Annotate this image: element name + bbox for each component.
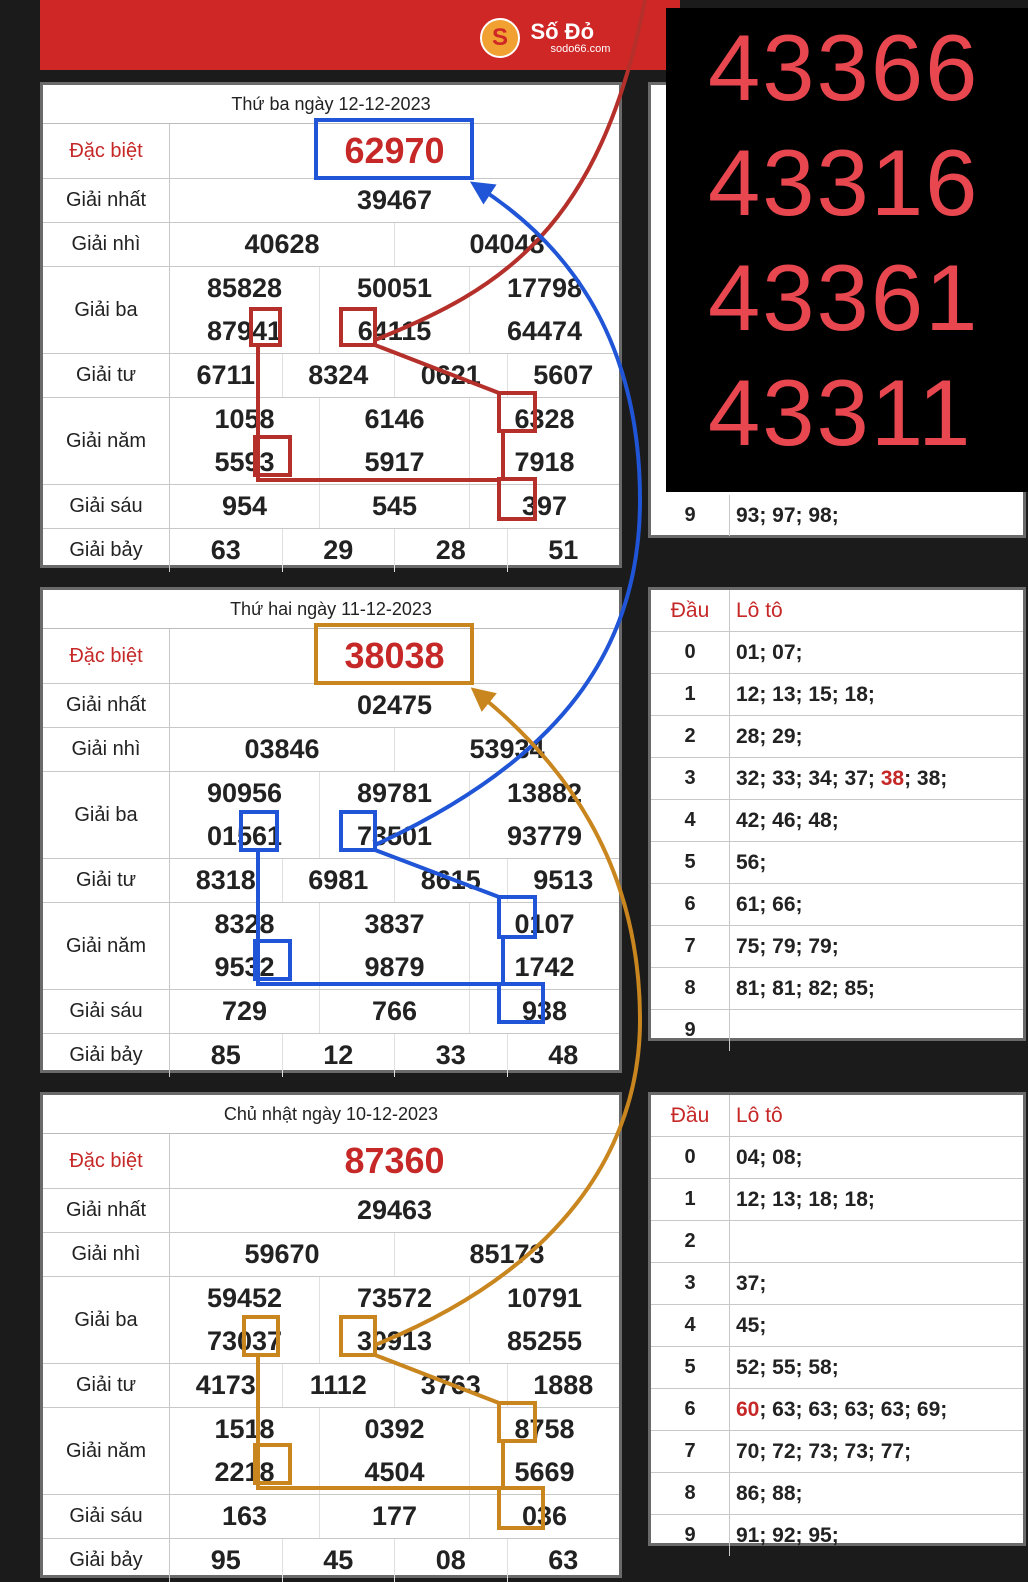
prediction-number: 43361 [708, 245, 980, 350]
loto-list: 61; 66; [736, 892, 803, 916]
label-g2: Giải nhì [43, 223, 170, 266]
prize-g4: 4173 [170, 1364, 283, 1407]
prize-g5: 7918 [514, 447, 575, 477]
loto-header-loto: Lô tô [736, 598, 783, 622]
prize-g5: 1518 [170, 1408, 320, 1451]
prize-g5: 2218 [170, 1451, 320, 1494]
loto-highlight: 60 [736, 1397, 760, 1421]
site-banner [40, 0, 680, 70]
prize-g3: 89781 [320, 772, 470, 815]
prize-g4: 1888 [533, 1370, 594, 1400]
loto-list: 12; 13; 15; 18; [736, 682, 875, 706]
special-prize: 62970 [344, 130, 445, 171]
loto-row [651, 884, 1023, 926]
loto-row [651, 1431, 1023, 1473]
prize-g6: 545 [320, 485, 470, 528]
prize-g3: 01561 [170, 815, 320, 858]
loto-header [651, 590, 1023, 632]
prediction-number: 43366 [708, 15, 980, 120]
loto-list: 37; [736, 1271, 767, 1295]
prize-g7: 08 [395, 1539, 508, 1582]
prize-g3: 93779 [506, 821, 583, 851]
loto-dau: 9 [651, 1010, 730, 1051]
label-g4: Giải tư [43, 1364, 170, 1407]
label-g6: Giải sáu [43, 485, 170, 528]
loto-row [651, 1473, 1023, 1515]
prize-g6: 397 [521, 491, 568, 521]
loto-dau: 3 [651, 1263, 730, 1304]
loto-row [651, 1179, 1023, 1221]
prize-g3: 73037 [170, 1320, 320, 1363]
loto-list-part: ; 38; [904, 766, 948, 790]
prize-g1: 39467 [356, 185, 433, 215]
prize-g3: 90956 [170, 772, 320, 815]
prize-g4: 5607 [533, 360, 594, 390]
loto-dau: 3 [651, 758, 730, 799]
label-g5: Giải năm [43, 398, 170, 484]
loto-row [651, 1515, 1023, 1556]
label-g1: Giải nhất [43, 684, 170, 727]
loto-dau: 6 [651, 884, 730, 925]
loto-dau: 7 [651, 926, 730, 967]
label-g3: Giải ba [43, 267, 170, 353]
prize-g5: 0107 [514, 909, 575, 939]
label-special: Đặc biệt [43, 124, 170, 178]
prize-g3: 64474 [506, 316, 583, 346]
prize-g4: 9513 [533, 865, 594, 895]
loto-list: 52; 55; 58; [736, 1355, 839, 1379]
loto-list: 70; 72; 73; 73; 77; [736, 1439, 912, 1463]
logo-name: Số Đỏ [530, 19, 595, 44]
label-g7: Giải bảy [43, 1034, 170, 1077]
prize-g5: 5593 [170, 441, 320, 484]
loto-row [651, 1137, 1023, 1179]
loto-header-loto: Lô tô [736, 1103, 783, 1127]
prize-g5: 9532 [170, 946, 320, 989]
loto-dau: 7 [651, 1431, 730, 1472]
prize-g7: 95 [170, 1539, 283, 1582]
prize-g7: 45 [283, 1539, 396, 1582]
loto-list [730, 1010, 1023, 1051]
loto-row [651, 968, 1023, 1010]
prize-g3: 13882 [506, 778, 583, 808]
prize-g5: 9879 [320, 946, 470, 989]
loto-list: 28; 29; [736, 724, 803, 748]
loto-list: 75; 79; 79; [736, 934, 839, 958]
loto-dau: 8 [651, 1473, 730, 1514]
loto-row [651, 716, 1023, 758]
prediction-number: 43311 [708, 360, 973, 465]
loto-dau: 6 [651, 1389, 730, 1430]
prize-g4: 0621 [395, 354, 508, 397]
special-prize: 87360 [344, 1140, 445, 1181]
label-g5: Giải năm [43, 1408, 170, 1494]
loto-dau: 8 [651, 968, 730, 1009]
loto-list: 86; 88; [736, 1481, 803, 1505]
loto-row [651, 842, 1023, 884]
prize-g5: 1742 [514, 952, 575, 982]
loto-list: 56; [736, 850, 767, 874]
prize-g3: 30913 [320, 1320, 470, 1363]
prize-g5: 8328 [170, 903, 320, 946]
loto-dau: 0 [651, 632, 730, 673]
prize-g3: 59452 [170, 1277, 320, 1320]
prize-g7: 85 [170, 1034, 283, 1077]
prize-g1: 02475 [356, 690, 433, 720]
prize-g2: 40628 [170, 223, 395, 266]
prize-g3: 50051 [320, 267, 470, 310]
prize-g6: 729 [170, 990, 320, 1033]
label-g7: Giải bảy [43, 1539, 170, 1582]
label-g2: Giải nhì [43, 1233, 170, 1276]
loto-row [651, 1221, 1023, 1263]
loto-list: 91; 92; 95; [736, 1523, 839, 1547]
special-prize: 38038 [344, 635, 445, 676]
loto-dau: 9 [651, 495, 730, 536]
logo-url: sodo66.com [550, 43, 611, 55]
prize-g5: 3837 [320, 903, 470, 946]
loto-list: 12; 13; 18; 18; [736, 1187, 875, 1211]
site-logo[interactable] [480, 18, 610, 58]
prize-g3: 73501 [320, 815, 470, 858]
prize-g4: 6711 [170, 354, 283, 397]
prize-g4: 3763 [395, 1364, 508, 1407]
prize-g4: 8615 [395, 859, 508, 902]
prize-g5: 8758 [514, 1414, 575, 1444]
loto-row [651, 674, 1023, 716]
loto-row [651, 1347, 1023, 1389]
loto-table-10-12 [648, 1092, 1026, 1546]
loto-highlight: 38 [880, 766, 905, 790]
result-table-12-12 [40, 82, 622, 568]
loto-header [651, 1095, 1023, 1137]
prize-g3: 87941 [170, 310, 320, 353]
prize-g3: 64115 [320, 310, 470, 353]
loto-row [651, 632, 1023, 674]
loto-table-11-12 [648, 587, 1026, 1041]
prize-g4: 8318 [170, 859, 283, 902]
loto-row [651, 1305, 1023, 1347]
prize-g6: 938 [521, 996, 568, 1026]
prize-g5: 4504 [320, 1451, 470, 1494]
label-g6: Giải sáu [43, 990, 170, 1033]
prize-g6: 036 [521, 1501, 568, 1531]
table-title: Chủ nhật ngày 10-12-2023 [43, 1095, 619, 1134]
prize-g3: 85255 [506, 1326, 583, 1356]
prize-g6: 766 [320, 990, 470, 1033]
label-special: Đặc biệt [43, 629, 170, 683]
loto-header-dau: Đầu [651, 1095, 730, 1136]
loto-row [651, 926, 1023, 968]
loto-list [730, 1221, 1023, 1262]
prize-g5: 1058 [170, 398, 320, 441]
prize-g5: 0392 [320, 1408, 470, 1451]
label-g5: Giải năm [43, 903, 170, 989]
prize-g2: 53934 [469, 734, 545, 764]
label-g2: Giải nhì [43, 728, 170, 771]
label-g3: Giải ba [43, 1277, 170, 1363]
loto-dau: 0 [651, 1137, 730, 1178]
loto-list-part: 32; 33; 34; 37; [736, 766, 881, 790]
loto-dau: 4 [651, 800, 730, 841]
loto-list [730, 758, 1023, 799]
prize-g7: 28 [395, 529, 508, 572]
loto-list: 45; [736, 1313, 767, 1337]
label-g4: Giải tư [43, 859, 170, 902]
prize-g3: 10791 [506, 1283, 583, 1313]
loto-list: 93; 97; 98; [736, 503, 839, 527]
prize-g7: 33 [395, 1034, 508, 1077]
prize-g6: 163 [170, 1495, 320, 1538]
loto-dau: 4 [651, 1305, 730, 1346]
prediction-number: 43316 [708, 130, 980, 235]
prize-g7: 29 [283, 529, 396, 572]
loto-row [651, 758, 1023, 800]
label-g1: Giải nhất [43, 179, 170, 222]
table-title: Thứ ba ngày 12-12-2023 [43, 85, 619, 124]
loto-list: 01; 07; [736, 640, 803, 664]
loto-dau: 1 [651, 674, 730, 715]
loto-list: 42; 46; 48; [736, 808, 839, 832]
result-table-11-12 [40, 587, 622, 1073]
prize-g7: 63 [548, 1545, 579, 1575]
loto-row [651, 1010, 1023, 1051]
loto-list: 04; 08; [736, 1145, 803, 1169]
prize-g7: 51 [548, 535, 579, 565]
prize-g3: 73572 [320, 1277, 470, 1320]
prize-g3: 17798 [506, 273, 583, 303]
result-table-10-12 [40, 1092, 622, 1578]
prize-g7: 48 [548, 1040, 579, 1070]
prize-g6: 177 [320, 1495, 470, 1538]
prize-g4: 6981 [283, 859, 396, 902]
prize-g2: 85173 [469, 1239, 545, 1269]
logo-icon: S [480, 18, 520, 58]
prize-g6: 954 [170, 485, 320, 528]
prize-g5: 5917 [320, 441, 470, 484]
label-g1: Giải nhất [43, 1189, 170, 1232]
loto-dau: 9 [651, 1515, 730, 1556]
loto-row [651, 495, 1023, 536]
prize-g5: 6146 [320, 398, 470, 441]
label-special: Đặc biệt [43, 1134, 170, 1188]
prize-g5: 6328 [514, 404, 575, 434]
loto-dau: 2 [651, 1221, 730, 1262]
loto-list-part: ; 63; 63; 63; 63; 69; [759, 1397, 948, 1421]
prize-g2: 03846 [170, 728, 395, 771]
loto-row [651, 1389, 1023, 1431]
loto-list: 81; 81; 82; 85; [736, 976, 875, 1000]
loto-dau: 1 [651, 1179, 730, 1220]
prize-g7: 12 [283, 1034, 396, 1077]
prize-g4: 8324 [283, 354, 396, 397]
prize-g1: 29463 [356, 1195, 433, 1225]
prize-g4: 1112 [283, 1364, 396, 1407]
prize-g5: 5669 [514, 1457, 575, 1487]
loto-row [651, 1263, 1023, 1305]
label-g7: Giải bảy [43, 529, 170, 572]
loto-dau: 2 [651, 716, 730, 757]
prize-g7: 63 [170, 529, 283, 572]
label-g3: Giải ba [43, 772, 170, 858]
loto-row [651, 800, 1023, 842]
label-g6: Giải sáu [43, 1495, 170, 1538]
loto-dau: 5 [651, 842, 730, 883]
loto-header-dau: Đầu [651, 590, 730, 631]
label-g4: Giải tư [43, 354, 170, 397]
prize-g2: 04048 [469, 229, 545, 259]
prize-g3: 85828 [170, 267, 320, 310]
loto-dau: 5 [651, 1347, 730, 1388]
prize-g2: 59670 [170, 1233, 395, 1276]
table-title: Thứ hai ngày 11-12-2023 [43, 590, 619, 629]
loto-list [730, 1389, 1023, 1430]
